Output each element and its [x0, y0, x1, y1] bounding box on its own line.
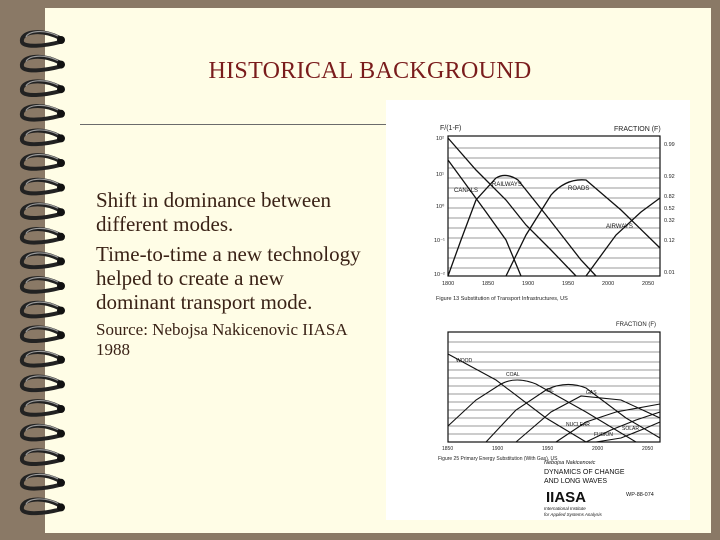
institute-line-1: International Institute	[544, 506, 586, 511]
x-tick: 1850	[442, 446, 454, 452]
book-author: Nebojsa Nakicenovic	[544, 460, 596, 466]
fraction-tick: 0.01	[664, 270, 675, 276]
series-label-railways: RAILWAYS	[492, 182, 522, 188]
y-axis-label: F/(1-F)	[440, 125, 462, 132]
binding-ring	[22, 425, 65, 439]
energy-substitution-chart	[438, 322, 660, 462]
publisher-logo: IIASA	[546, 489, 587, 506]
book-title-line-2: AND LONG WAVES	[544, 478, 608, 485]
series-label-oil: OIL	[546, 388, 555, 394]
binding-ring	[22, 253, 65, 267]
fraction-tick: 0.12	[664, 238, 675, 244]
series-label-gas: GAS	[586, 390, 597, 396]
binding-ring	[22, 204, 65, 218]
fraction-tick: 0.99	[664, 142, 675, 148]
fraction-axis-label: FRACTION (F)	[614, 126, 661, 133]
x-tick: 2050	[642, 446, 654, 452]
report-number: WP-88-074	[626, 492, 654, 498]
x-tick: 2000	[602, 281, 615, 287]
x-tick: 1850	[482, 281, 495, 287]
book-cover-fragment	[544, 460, 654, 517]
scanned-figures	[386, 100, 690, 520]
x-tick: 2050	[642, 281, 655, 287]
binding-ring	[22, 499, 65, 513]
binding-ring	[22, 327, 65, 341]
series-label-airways: AIRWAYS	[606, 224, 633, 230]
binding-ring	[22, 130, 65, 144]
y-tick-labels	[434, 136, 445, 278]
fraction-tick: 0.52	[664, 206, 675, 212]
x-tick: 1950	[542, 446, 554, 452]
bullet-source: Source: Nebojsa Nakicenovic IIASA 1988	[96, 320, 347, 359]
y-tick: 10²	[436, 136, 444, 142]
y-tick: 10⁻¹	[434, 238, 445, 244]
fraction-tick: 0.82	[664, 194, 675, 200]
x-tick: 1950	[562, 281, 575, 287]
binding-ring	[22, 351, 65, 365]
substitution-curves	[448, 138, 660, 276]
fraction-axis-label: FRACTION (F)	[616, 322, 656, 328]
binding-ring	[22, 81, 65, 95]
series-label-fusion: FUSION	[594, 432, 613, 438]
binding-ring	[22, 228, 65, 242]
title-divider	[80, 124, 390, 125]
institute-line-2: for Applied Systems Analysis	[544, 512, 602, 517]
fraction-tick: 0.92	[664, 174, 675, 180]
series-label-nuclear: NUCLEAR	[566, 422, 590, 428]
binding-ring	[22, 32, 65, 46]
binding-ring	[22, 155, 65, 169]
transport-substitution-chart	[434, 125, 675, 302]
series-label-wood: WOOD	[456, 358, 473, 364]
series-label-roads: ROADS	[568, 186, 590, 192]
binding-ring	[22, 278, 65, 292]
y-tick: 10⁰	[436, 204, 445, 210]
x-tick-labels	[442, 446, 653, 452]
binding-ring	[22, 474, 65, 488]
series-label-canals: CANALS	[454, 188, 479, 194]
binding-ring	[22, 105, 65, 119]
binding-ring	[22, 450, 65, 464]
bullet-dominance-shift: Shift in dominance between different modes.	[96, 188, 332, 236]
x-tick-labels	[442, 281, 654, 287]
series-label-solar: SOLAR	[622, 426, 639, 432]
x-tick: 2000	[592, 446, 604, 452]
bullet-list	[96, 188, 366, 360]
y-tick: 10⁻²	[434, 272, 445, 278]
spiral-binding	[0, 0, 80, 540]
binding-ring	[22, 401, 65, 415]
slide-title: HISTORICAL BACKGROUND	[208, 58, 532, 84]
y-tick: 10¹	[436, 172, 444, 178]
binding-ring	[22, 56, 65, 70]
x-tick: 1900	[492, 446, 504, 452]
bullet-new-technology: Time-to-time a new technology helped to create a new dominant transport mode.	[96, 242, 361, 314]
binding-ring	[22, 302, 65, 316]
book-title-line-1: DYNAMICS OF CHANGE	[544, 469, 625, 476]
series-label-coal: COAL	[506, 372, 520, 378]
x-tick: 1800	[442, 281, 455, 287]
horizontal-gridlines	[448, 148, 660, 268]
x-tick: 1900	[522, 281, 535, 287]
binding-ring	[22, 376, 65, 390]
fraction-tick-labels	[664, 142, 675, 276]
figure-caption: Figure 13 Substitution of Transport Infrastructures, US	[436, 296, 568, 302]
fraction-tick: 0.32	[664, 218, 675, 224]
plot-frame	[448, 136, 660, 276]
binding-ring	[22, 179, 65, 193]
figure-caption: Figure 25 Primary Energy Substitution (With Gas), US	[438, 456, 558, 462]
